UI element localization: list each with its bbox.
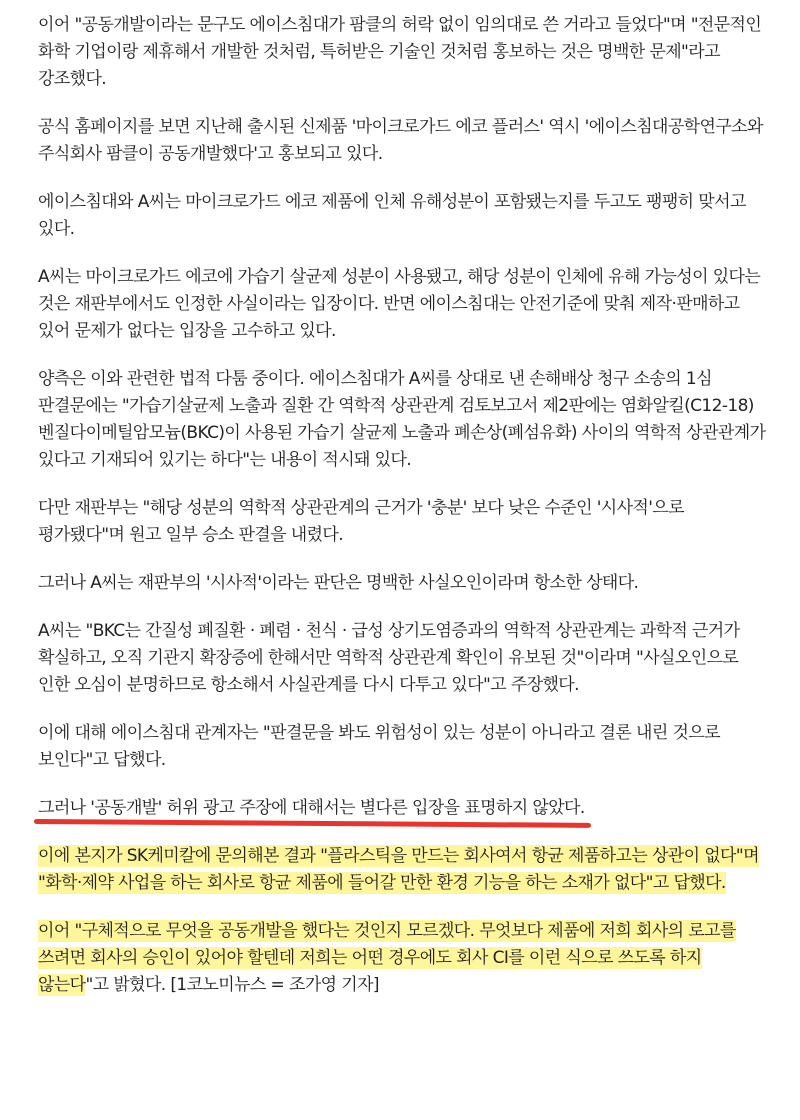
paragraph-8-text: A씨는 "BKC는 간질성 폐질환 · 폐렴 · 천식 · 급성 상기도염증과의 역학적 상관관계는 과학적 근거가 확실하고, 오직 기관지 확장증에 한해서만 역학적 상관관계 확인이 유보된 것"이라며 "사실오인으로 인한 오심이 분명하므로 항소해서 사실관계를 다시 다투고 있다"고 주장했다. [38,621,740,695]
paragraph-1 [38,12,768,93]
paragraph-9-text: 이에 대해 에이스침대 관계자는 "판결문을 봐도 위험성이 있는 성분이 아니라고 결론 내린 것으로 보인다"고 답했다. [38,723,720,770]
paragraph-10-text: 그러나 '공동개발' 허위 광고 주장에 대해서는 별다른 입장을 표명하지 않았다. [38,798,585,818]
paragraph-12 [38,918,768,999]
paragraph-4 [38,264,768,345]
paragraph-3 [38,189,768,243]
paragraph-8 [38,618,768,699]
paragraph-4-text: A씨는 마이크로가드 에코에 가습기 살균제 성분이 사용됐고, 해당 성분이 인체에 유해 가능성이 있다는 것은 재판부에서도 인정한 사실이라는 입장이다. 반면 에이스침대는 안전기준에 맞춰 제작·판매하고 있어 문제가 없다는 입장을 고수하고 있다. [38,267,761,341]
paragraph-6-text: 다만 재판부는 "해당 성분의 역학적 상관관계의 근거가 '충분' 보다 낮은 수준인 '시사적'으로 평가됐다"며 원고 일부 승소 판결을 내렸다. [38,498,684,545]
paragraph-12-text: 이어 "구체적으로 무엇을 공동개발을 했다는 것인지 모르겠다. 무엇보다 제품에 저희 회사의 로고를 쓰려면 회사의 승인이 있어야 할텐데 저희는 어떤 경우에도 회사 CI를 이런 식으로 쓰도록 하지 않는다 [38,921,736,995]
paragraph-11-text: 이에 본지가 SK케미칼에 문의해본 결과 "플라스틱을 만드는 회사여서 항균 제품하고는 상관이 없다"며 "화학·제약 사업을 하는 회사로 항균 제품에 들어갈 만한 환경 기능을 하는 소재가 없다"고 답했다. [38,846,759,893]
paragraph-3-text: 에이스침대와 A씨는 마이크로가드 에코 제품에 인체 유해성분이 포함됐는지를 두고도 팽팽히 맞서고 있다. [38,192,746,239]
paragraph-6 [38,495,768,549]
paragraph-1-text: 이어 "공동개발이라는 문구도 에이스침대가 팜클의 허락 없이 임의대로 쓴 거라고 들었다"며 "전문적인 화학 기업이랑 제휴해서 개발한 것처럼, 특허받은 기술인 것처럼 홍보하는 것은 명백한 문제"라고 강조했다. [38,15,762,89]
paragraph-10 [38,795,768,822]
paragraph-7 [38,570,768,597]
article-body [38,12,768,1020]
paragraph-5-text: 양측은 이와 관련한 법적 다툼 중이다. 에이스침대가 A씨를 상대로 낸 손해배상 청구 소송의 1심 판결문에는 "가습기살균제 노출과 질환 간 역학적 상관관계 검토보고서 제2판에는 염화알킬(C12-18) 벤질다이메틸암모늄(BKC)이 사용된 가습기 살균제 노출과 폐손상(폐섬유화) 사이의 역학적 상관관계가 있다고 기재되어 있기는 하다"는 내용이 적시돼 있다. [38,369,766,470]
paragraph-11 [38,843,768,897]
paragraph-2 [38,114,768,168]
paragraph-2-text: 공식 홈페이지를 보면 지난해 출시된 신제품 '마이크로가드 에코 플러스' 역시 '에이스침대공학연구소와 주식회사 팜클이 공동개발했다'고 홍보되고 있다. [38,117,763,164]
paragraph-9 [38,720,768,774]
red-underline-annotation [34,819,591,828]
paragraph-12-tail: "고 밝혔다. [1코노미뉴스 = 조가영 기자] [85,975,379,995]
paragraph-5 [38,366,768,474]
paragraph-7-text: 그러나 A씨는 재판부의 '시사적'이라는 판단은 명백한 사실오인이라며 항소한 상태다. [38,573,639,593]
